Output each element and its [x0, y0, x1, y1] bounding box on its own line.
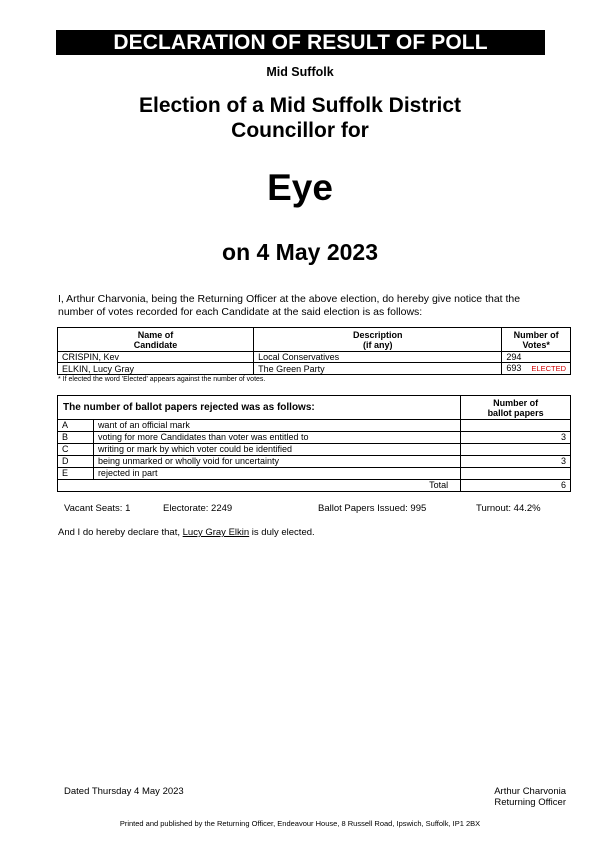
rejected-row	[58, 444, 571, 456]
ballot-count-header-line1: Number of	[493, 397, 539, 408]
ballot-papers-issued: Ballot Papers Issued: 995	[318, 503, 427, 514]
votes-value: 294	[506, 352, 522, 362]
rejected-count	[461, 420, 571, 432]
rejected-reason: want of an official mark	[93, 420, 460, 432]
votes-value: 693	[506, 363, 522, 373]
turnout: Turnout: 44.2%	[476, 503, 541, 514]
declaration-statement	[58, 527, 315, 538]
votes-header-line2: Votes*	[522, 339, 550, 350]
rejected-label: B	[58, 432, 94, 444]
rejected-label: A	[58, 420, 94, 432]
vacant-seats: Vacant Seats: 1	[64, 503, 131, 514]
description-header-line2: (if any)	[362, 339, 393, 350]
rejected-reason: being unmarked or wholly void for uncertainty	[93, 456, 460, 468]
description-header	[254, 328, 502, 352]
rejected-row	[58, 468, 571, 480]
rejected-label: C	[58, 444, 94, 456]
rejected-header: The number of ballot papers rejected was as follows:	[58, 396, 461, 420]
declaration-prefix: And I do hereby declare that,	[58, 527, 183, 538]
votes-footnote: * If elected the word 'Elected' appears against the number of votes.	[58, 376, 266, 383]
rejected-reason: writing or mark by which voter could be identified	[93, 444, 460, 456]
returning-officer-signature	[494, 786, 566, 808]
total-label: Total	[58, 480, 461, 492]
council-name: Mid Suffolk	[266, 65, 334, 79]
officer-title: Returning Officer	[494, 797, 566, 808]
name-header	[58, 328, 254, 352]
candidate-votes	[502, 352, 571, 363]
notice-text: I, Arthur Charvonia, being the Returning Officer at the above election, do hereby give notice that the number of votes recorded for each Candidate at the said election is as follows:	[58, 293, 521, 318]
declaration-suffix: is duly elected.	[249, 527, 315, 538]
candidates-header-row	[58, 328, 571, 352]
declaration-banner: DECLARATION OF RESULT OF POLL	[56, 30, 545, 55]
candidate-name: ELKIN, Lucy Gray	[58, 363, 254, 375]
ballot-count-header-line2: ballot papers	[487, 407, 544, 418]
election-title-line1: Election of a Mid Suffolk District	[138, 94, 462, 117]
rejected-count: 3	[461, 432, 571, 444]
rejected-label: D	[58, 456, 94, 468]
rejected-ballots-table	[57, 395, 571, 492]
name-header-line1: Name of	[137, 329, 174, 340]
votes-header	[502, 328, 571, 352]
rejected-row	[58, 432, 571, 444]
rejected-row	[58, 420, 571, 432]
description-header-line1: Description	[352, 329, 403, 340]
total-value: 6	[461, 480, 571, 492]
candidate-description: Local Conservatives	[254, 352, 502, 363]
candidate-description: The Green Party	[254, 363, 502, 375]
rejected-row	[58, 456, 571, 468]
rejected-total-row	[58, 480, 571, 492]
ward-name: Eye	[267, 167, 333, 208]
rejected-count: 3	[461, 456, 571, 468]
rejected-reason: voting for more Candidates than voter was entitled to	[93, 432, 460, 444]
elected-candidate-name: Lucy Gray Elkin	[182, 527, 250, 538]
candidate-name: CRISPIN, Kev	[58, 352, 254, 363]
candidate-row	[58, 352, 571, 363]
rejected-reason: rejected in part	[93, 468, 460, 480]
candidate-row	[58, 363, 571, 375]
officer-name: Arthur Charvonia	[494, 786, 566, 797]
rejected-count	[461, 444, 571, 456]
rejected-count	[461, 468, 571, 480]
ballot-count-header	[461, 396, 571, 420]
candidates-table	[57, 327, 571, 375]
rejected-header-row	[58, 396, 571, 420]
elected-badge: ELECTED	[531, 364, 566, 373]
rejected-label: E	[58, 468, 94, 480]
candidate-votes	[502, 363, 571, 375]
dated-line: Dated Thursday 4 May 2023	[64, 786, 184, 797]
electorate: Electorate: 2249	[163, 503, 233, 514]
election-title	[0, 93, 600, 143]
printed-by-line: Printed and published by the Returning Officer, Endeavour House, 8 Russell Road, Ipswich, Suffolk, IP1 2BX	[119, 819, 481, 828]
name-header-line2: Candidate	[133, 339, 178, 350]
election-title-line2: Councillor for	[231, 119, 369, 142]
election-date: on 4 May 2023	[222, 239, 378, 265]
votes-header-line1: Number of	[513, 329, 559, 340]
